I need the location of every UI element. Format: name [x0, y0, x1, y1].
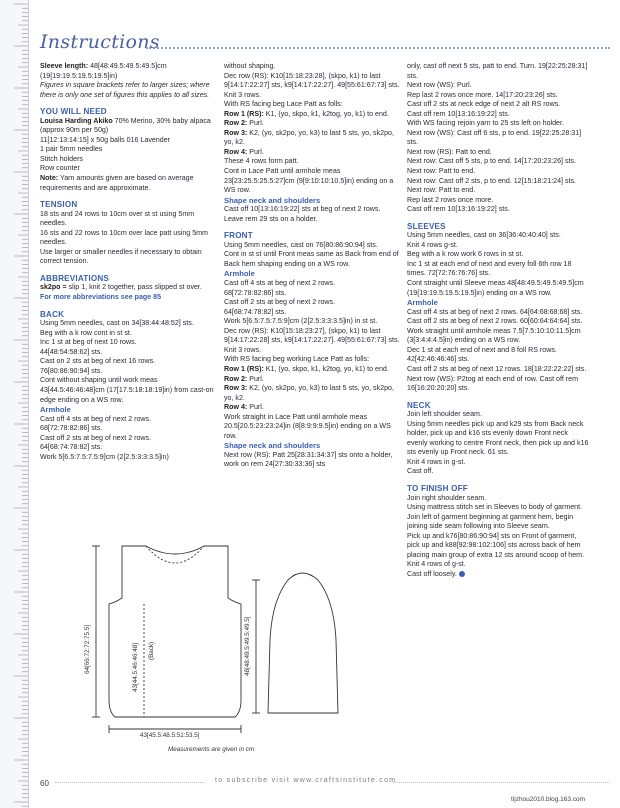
end-dot-icon	[459, 571, 465, 577]
armhole-heading: Armhole	[40, 405, 71, 415]
tension-2: 16 sts and 22 rows to 10cm over lace patt using 5mm needles.	[40, 228, 208, 247]
schematic-svg	[40, 540, 400, 755]
front-6: 64[68:74:78:82] sts.	[224, 307, 287, 316]
sleeve-armhole-heading: Armhole	[407, 298, 438, 308]
c2-a1: without shaping.	[224, 62, 276, 70]
arm-5: Work 5[6.5:7.5:7.5:9]cm (2[2.5:3:3:3.5]in)	[40, 452, 169, 461]
arm-3: Cast off 2 sts at beg of next 2 rows.	[40, 433, 152, 442]
front-9: Knit 3 rows.	[224, 345, 262, 354]
sleeves-heading: SLEEVES	[407, 221, 446, 231]
ruler-ticks	[0, 0, 28, 808]
sleeve-2: Knit 4 rows g-st.	[407, 240, 458, 249]
front-8: Dec row (RS): K10[15:18:23:27], (skpo, k1) to last 9[14:17:22:28] sts, k9[14:17:22:27]. 49[55:61:67:73] sts.	[224, 326, 400, 345]
finish-4: Knit 4 rows of g-st.	[407, 560, 466, 569]
sleeve-9: Dec 1 st at each end of next and 8 foll RS rows. 42[42:46:46:46] sts.	[407, 345, 557, 364]
c3-n4: Cast off 2 sts at neck edge of next 2 alt RS rows.	[407, 100, 561, 109]
c2-a2: Dec row (RS): K10[15:18:23:28], (skpo, k1) to last 9[14:17:22:27] sts, k9[14:17:22:27]. 49[55:61:67:73] sts.	[224, 71, 400, 90]
left-ruler	[0, 0, 29, 808]
front-11: Work straight in Lace Patt until armhole meas 20.5[20.5:23:23:24]in (8[8:9:9:9.5]in) ending on a WS row.	[224, 412, 391, 440]
c3-n10: Next row: Patt to end.	[407, 167, 476, 176]
yarn-qty: 11[12:13:14:15] x 50g balls 016 Lavender	[40, 135, 171, 144]
neck-heading: NECK	[407, 400, 431, 410]
needles: 1 pair 5mm needles	[40, 145, 103, 154]
back-2: Beg with a k row cont in st st.	[40, 328, 132, 337]
front-5: Cast off 2 sts at beg of next 2 rows.	[224, 298, 336, 307]
tension-3: Use larger or smaller needles if necessary to obtain correct tension.	[40, 247, 202, 266]
you-will-need-heading: YOU WILL NEED	[40, 107, 107, 117]
column-3	[407, 62, 589, 579]
c2-a5: These 4 rows form patt.	[224, 157, 299, 166]
c3-n1: only, cast off next 5 sts, patt to end. Turn. 19[22:25:28:31] sts.	[407, 62, 588, 80]
page-number: 60	[40, 779, 49, 788]
sleeve-outline	[268, 573, 338, 713]
sleeve-length: Sleeve length: 48[48:49.5:49.5:49.5]cm (19[19:19.5:19.5:19.5]in)	[40, 62, 167, 80]
sleeve-length-label: 48[48:49.5:49.5:49.5]	[244, 616, 251, 676]
c3-n11: Next row: Cast off 2 sts, p to end. 12[15:18:21:24] sts.	[407, 176, 577, 185]
back-1: Using 5mm needles, cast on 34[38:44:48:52] sts.	[40, 319, 194, 328]
finish-3: Pick up and k76[80:86:90:94] sts on Front of garment, pick up and k88[92:98:102:106] sts across back of hem placing main group of extra 12 sts around scoop of hem.	[407, 531, 585, 559]
lace-row-1: Row 1 (RS): K1, (yo, skpo, k1, k2tog, yo, k1) to end.	[224, 109, 389, 118]
back-heading: BACK	[40, 309, 65, 319]
finish-heading: TO FINISH OFF	[407, 483, 468, 493]
height-label: 64[66:72:72:75.5]	[84, 624, 91, 674]
c3-n3: Rep last 2 rows once more. 14[17:20:23:26] sts.	[407, 90, 558, 99]
front-shape-neck-heading: Shape neck and shoulders	[224, 441, 321, 451]
c3-n7: Next row (WS): Cast off 6 sts, p to end. 19[22:25:28:31] sts.	[407, 128, 582, 147]
sleeve-5: Cont straight until Sleeve meas 48[48:49.5:49.5:49.5]cm (19[19:19.5:19.5:19.5]in) ending on a WS row.	[407, 279, 584, 297]
front-4: 68[72:78:82:86] sts.	[224, 288, 287, 297]
counter: Row counter	[40, 164, 80, 173]
c3-n5: Cast off rem 10[13:16:19:22] sts.	[407, 109, 510, 118]
shape-neck-heading: Shape neck and shoulders	[224, 195, 321, 205]
lace-row-2: Row 2: Purl.	[224, 119, 264, 128]
sleeve-6: Cast off 4 sts at beg of next 2 rows. 64[64:68:68:68] sts.	[407, 307, 583, 316]
abbreviation: sk2po = slip 1, knit 2 together, pass slipped st over.	[40, 283, 202, 292]
sleeve-11: Next row (WS): P2tog at each end of row. Cast off rem 16[16:20:20:20] sts.	[407, 374, 578, 393]
c3-n14: Cast off rem 10[13:16:19:22] sts.	[407, 205, 510, 214]
footer-divider-right	[393, 782, 610, 783]
footer-divider-left	[55, 782, 205, 783]
back-label: (Back)	[148, 641, 155, 660]
front-7: Work 5[6.5:7.5:7.5:9]cm (2[2.5:3:3:3.5]in) in st st.	[224, 317, 378, 326]
neck-3: Knit 4 rows in g-st.	[407, 457, 466, 466]
front-lace-row-3: Row 3: K2, (yo, sk2po, yo, k3) to last 5 sts, yo, sk2po, yo, k2.	[224, 384, 394, 402]
column-2	[224, 62, 401, 470]
c2-a7: Cast off 10[13:16:19:22] sts at beg of next 2 rows. Leave rem 29 sts on a holder.	[224, 205, 381, 223]
sleeve-8: Work straight until armhole meas 7.5[7.5:10:10:11.5]cm (3[3:4:4:4.5]in) ending on a WS row.	[407, 326, 581, 345]
front-10: With RS facing beg working Lace Patt as folls:	[224, 355, 370, 364]
lace-row-3: Row 3: K2, (yo, sk2po, yo, k3) to last 5 sts, yo, sk2po, yo, k2.	[224, 128, 394, 147]
abbreviations-heading: ABBREVIATIONS	[40, 273, 110, 283]
lace-row-4: Row 4: Purl.	[224, 147, 264, 156]
note: Note: Yarn amounts given are based on average requirements and are approximate.	[40, 174, 194, 192]
front-heading: FRONT	[224, 231, 253, 241]
back-7: Cont without shaping until work meas 43[44.5:46:46:48]cm (17[17.5:18:18:19]in) from cast-on edge ending on a WS row.	[40, 376, 214, 404]
c2-a6: Cont in Lace Patt until armhole meas 23[23:25.5:25.5:27]cm (9[9:10:10:10.5]in) ending on a WS row.	[224, 167, 394, 195]
neck-4: Cast off.	[407, 467, 434, 476]
sleeve-3: Beg with a k row work 6 rows in st st.	[407, 250, 524, 259]
front-2: Cont in st st until Front meas same as Back from end of Back hem shaping ending on a WS row.	[224, 250, 399, 268]
diagram-caption: Measurements are given in cm	[168, 746, 255, 753]
front-1: Using 5mm needles, cast on 76[80:86:90:94] sts.	[224, 240, 378, 249]
more-abbreviations-link[interactable]: For more abbreviations see page 85	[40, 293, 162, 302]
front-neck-line	[146, 546, 204, 563]
page-title: Instructions	[40, 31, 160, 53]
sleeve-10: Cast off 2 sts at beg of next 12 rows. 18[18:22:22:22] sts.	[407, 364, 587, 373]
back-4: 44[48:54:58:62] sts.	[40, 347, 103, 356]
sleeve-1: Using 5mm needles, cast on 36[36:40:40:40] sts.	[407, 231, 561, 240]
front-12: Next row (RS): Patt 25[28:31:34:37] sts onto a holder, work on rem 24[27:30:33:36] sts	[224, 450, 393, 469]
c2-a4: With RS facing beg Lace Patt as folls:	[224, 100, 343, 109]
front-lace-row-1: Row 1 (RS): K1, (yo, skpo, k1, k2tog, yo, k1) to end.	[224, 364, 389, 373]
front-3: Cast off 4 sts at beg of next 2 rows.	[224, 279, 336, 288]
front-armhole-heading: Armhole	[224, 269, 255, 279]
tension-heading: TENSION	[40, 200, 78, 210]
c3-n13: Rep last 2 rows once more.	[407, 195, 494, 204]
back-3: Inc 1 st at beg of next 10 rows.	[40, 338, 137, 347]
front-lace-row-4: Row 4: Purl.	[224, 403, 264, 412]
holders: Stitch holders	[40, 154, 83, 163]
width-label: 43[45.5:48.5:51:53.5]	[140, 732, 200, 739]
sleeve-7: Cast off 2 sts at beg of next 2 rows. 60[60:64:64:64] sts.	[407, 317, 583, 326]
c3-n12: Next row: Patt to end.	[407, 186, 476, 195]
c3-n6: With WS facing rejoin yarn to 25 sts left on holder.	[407, 119, 564, 128]
arm-2: 68[72:78:82:86] sts.	[40, 424, 103, 433]
body-outline	[109, 546, 241, 717]
column-1	[40, 62, 215, 462]
title-divider	[146, 47, 610, 49]
back-5: Cast on 2 sts at beg of next 16 rows.	[40, 357, 156, 366]
footer-url[interactable]: to subscribe visit www.craftsinstitute.com	[215, 777, 397, 784]
finish-2: Using mattress stitch set in Sleeves to body of garment. Join left of garment beginning at garment hem, begin joining side seam following into Sleeve seam.	[407, 503, 583, 531]
c3-n8: Next row (RS): Patt to end.	[407, 147, 492, 156]
neck-2: Using 5mm needles pick up and k29 sts from Back neck holder, pick up and k16 sts evenly down Front neck evenly working to centre Front neck, then pick up and k16 sts evenly up Front neck. 61 sts.	[407, 419, 589, 457]
body-length-label: 43[44.5:46:46:48]	[132, 642, 139, 692]
arm-1: Cast off 4 sts at beg of next 2 rows.	[40, 414, 152, 423]
size-note: Figures in square brackets refer to larger sizes; where there is only one set of figures this applies to all sizes.	[40, 81, 210, 99]
schematic-diagram	[40, 540, 400, 755]
yarn: Louisa Harding Akiko 70% Merino, 30% baby alpaca (approx 90m per 50g)	[40, 116, 211, 135]
finish-1: Join right shoulder seam.	[407, 493, 487, 502]
tension-1: 18 sts and 24 rows to 10cm over st st using 5mm needles.	[40, 209, 195, 228]
finish-5: Cast off loosely.	[407, 570, 589, 580]
c2-a3: Knit 3 rows.	[224, 90, 262, 99]
watermark: tijzhou2010.blog.163.com	[511, 796, 586, 803]
c3-n2: Next row (WS): Purl.	[407, 81, 472, 90]
neck-1: Join left shoulder seam.	[407, 410, 482, 419]
front-lace-row-2: Row 2: Purl.	[224, 374, 264, 383]
back-6: 76[80:86:90:94] sts.	[40, 366, 103, 375]
arm-4: 64[68:74:78:82] sts.	[40, 443, 103, 452]
sleeve-4: Inc 1 st at each end of next and every foll 6th row 18 times. 72[72:76:76:76] sts.	[407, 259, 572, 278]
c3-n9: Next row: Cast off 5 sts, p to end. 14[17:20:23:26] sts.	[407, 157, 577, 166]
